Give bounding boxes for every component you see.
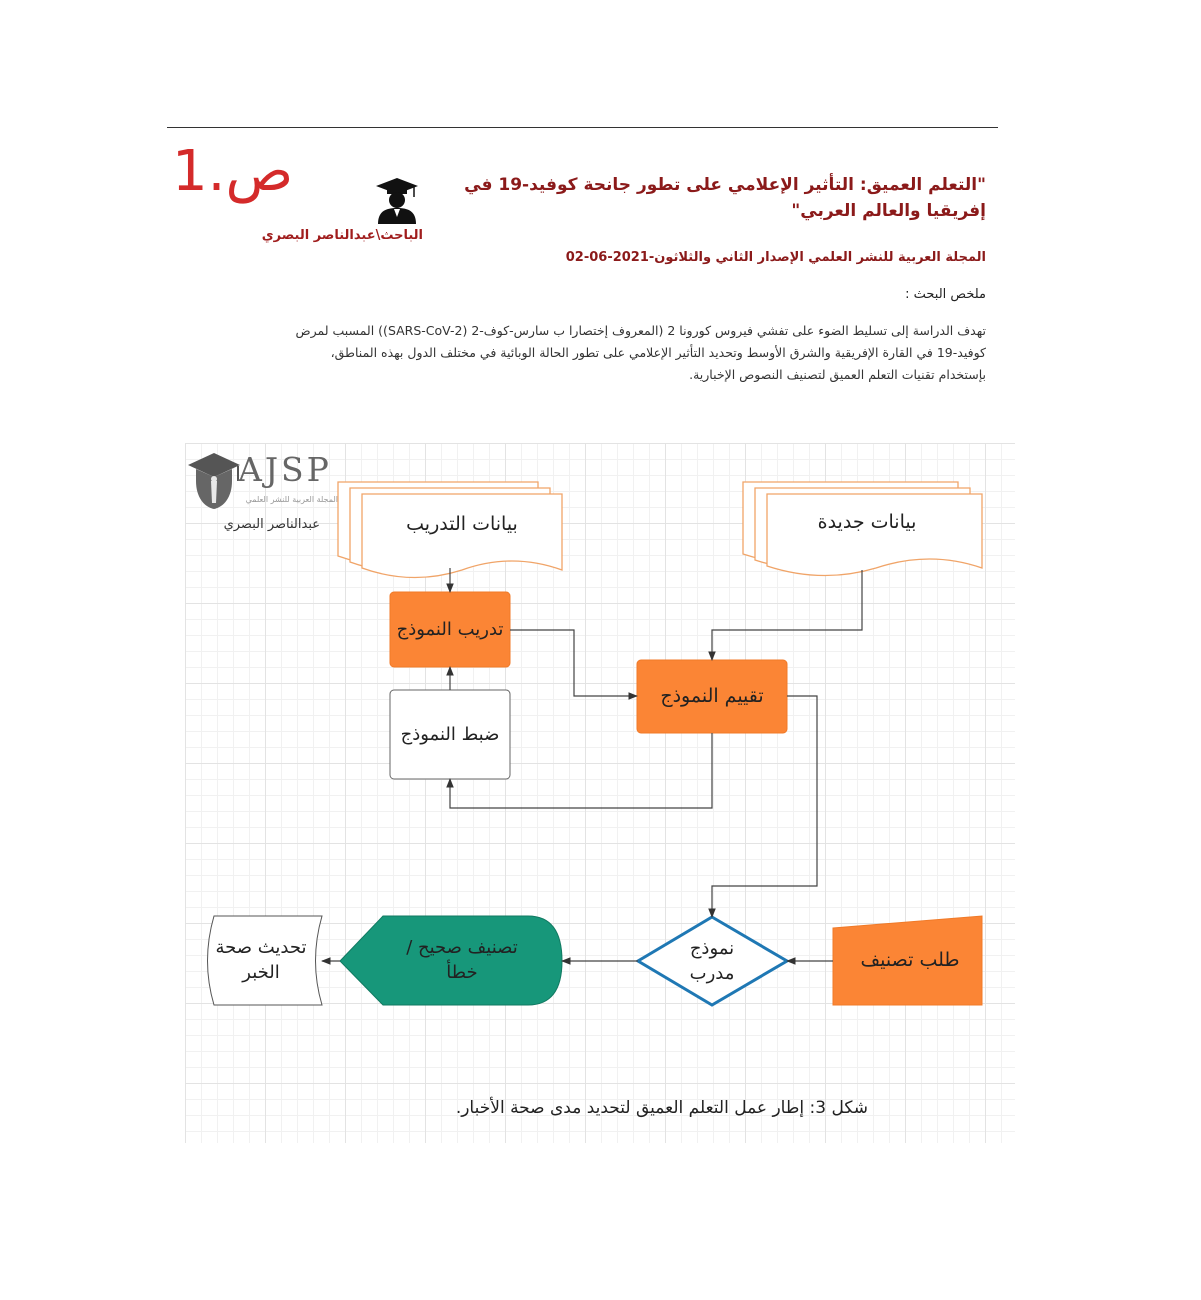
trained-model-label: نموذج مدرب — [689, 938, 735, 984]
journal-info: المجلة العربية للنشر العلمي الإصدار الثاني والثلاثون-2021-06-02 — [565, 250, 986, 265]
paper-title: "التعلم العميق: التأثير الإعلامي على تطور جانحة كوفيد-19 في إفريقيا والعالم العربي" — [464, 175, 986, 221]
page-number: ص.1 — [172, 139, 294, 204]
evaluate-model-label: تقييم النموذج — [660, 685, 764, 707]
logo-text: AJSP — [238, 450, 332, 489]
new-data-label: بيانات جديدة — [817, 510, 917, 533]
news-validity-label: تحديث صحة الخبر — [215, 937, 307, 983]
abstract-line: بإستخدام تقنيات التعلم العميق لتصنيف النصوص الإخبارية. — [689, 367, 986, 382]
train-model-label: تدريب النموذج — [396, 619, 504, 640]
tune-model-label: ضبط النموذج — [400, 724, 500, 745]
figure-caption: شكل 3: إطار عمل التعلم العميق لتحديد مدى صحة الأخبار. — [455, 1098, 868, 1118]
training-data-label: بيانات التدريب — [406, 512, 518, 535]
abstract-line: تهدف الدراسة إلى تسليط الضوء على تفشي فيروس كورونا 2 (المعروف إختصارا ب سارس-كوف-2 (SARS-CoV-2)) المسبب لمرض — [295, 323, 986, 338]
abstract-heading: ملخص البحث : — [905, 287, 986, 302]
abstract-line: كوفيد-19 في القارة الإفريقية والشرق الأوسط وتحديد التأثير الإعلامي على تطور الحالة الوبائية في مختلف الدول بهذه المناطق، — [330, 345, 986, 360]
classify-result-label: تصنيف صحيح / خطأ — [406, 937, 518, 983]
author-name: الباحث\عبدالناصر البصري — [261, 228, 423, 243]
classify-request-label: طلب تصنيف — [860, 948, 960, 971]
logo-subtitle: المجلة العربية للنشر العلمي — [245, 495, 338, 504]
arrow-newdata-to-evaluate — [712, 570, 862, 660]
arrow-train-to-evaluate — [510, 630, 637, 696]
figure-author: عبدالناصر البصري — [223, 517, 320, 532]
